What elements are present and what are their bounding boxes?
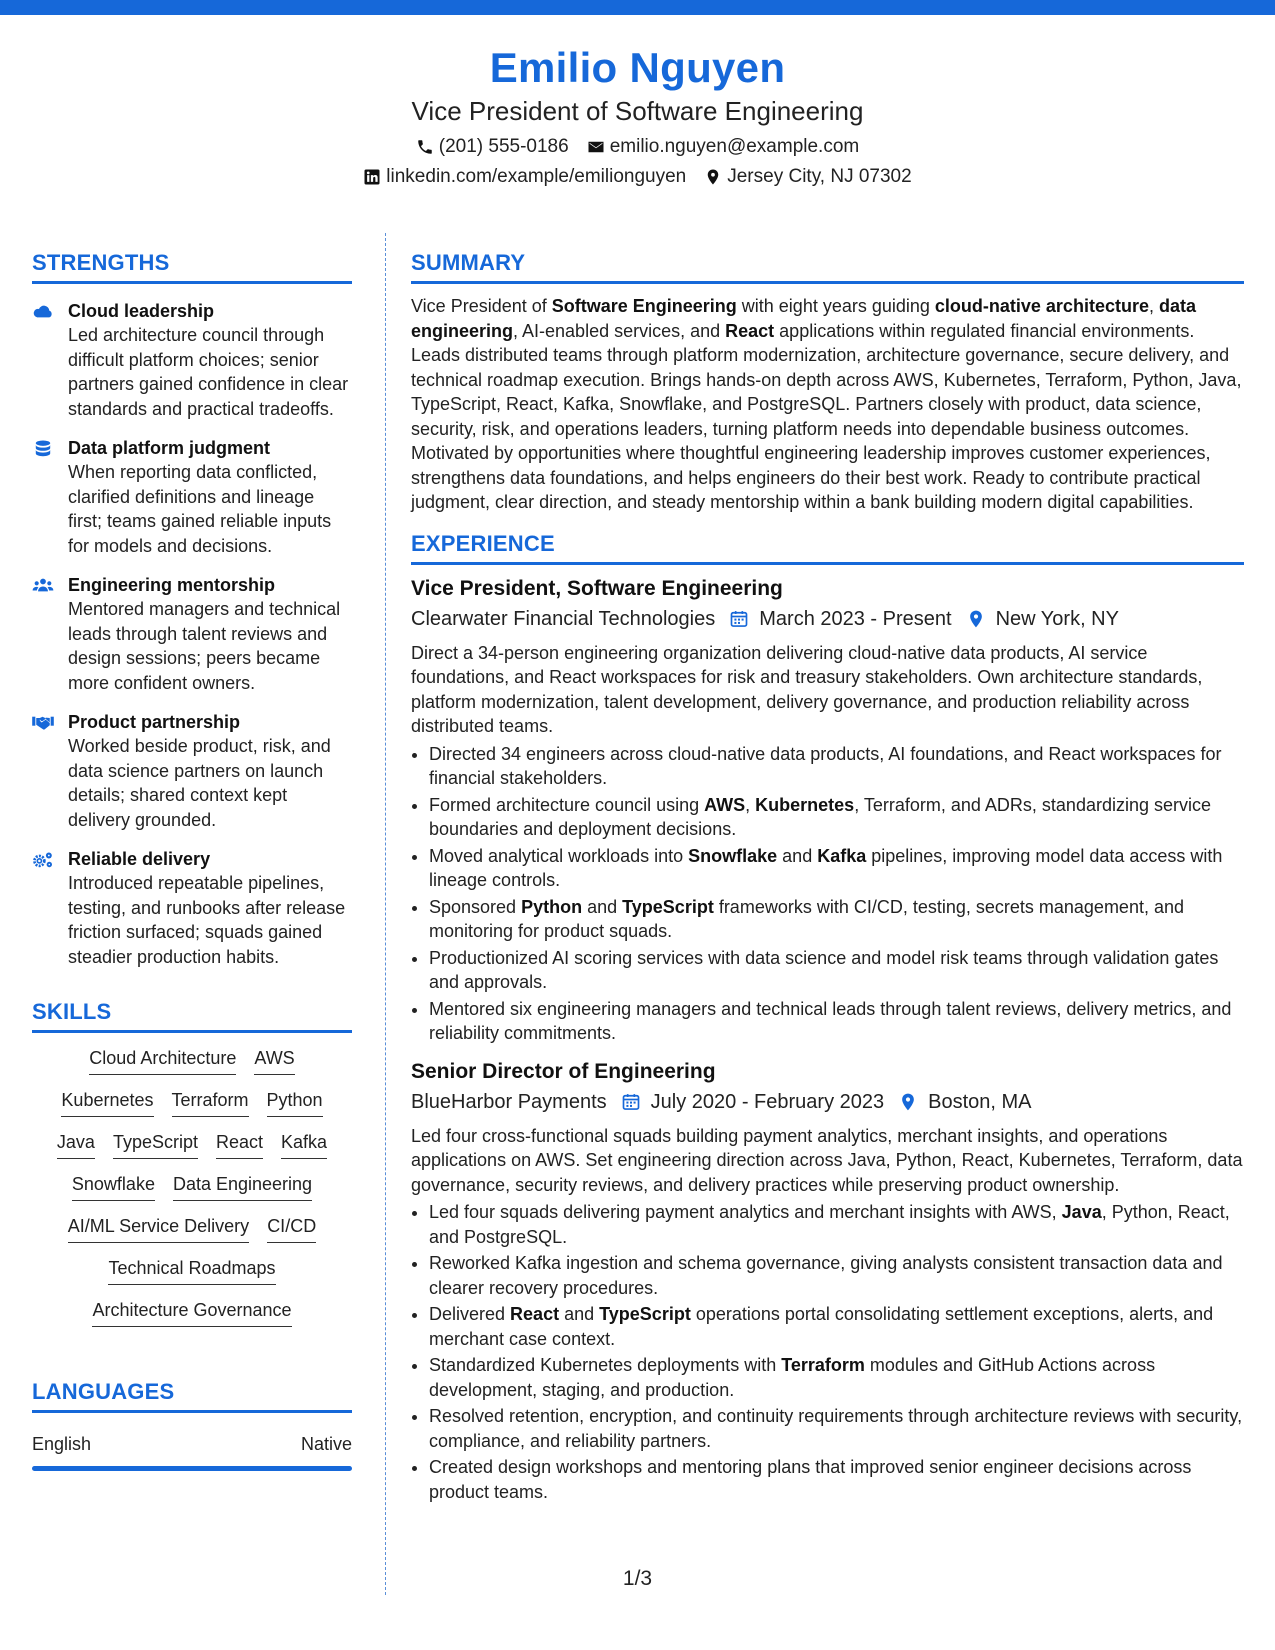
page-number: 1/3 bbox=[622, 1567, 653, 1590]
section-rule bbox=[32, 1030, 352, 1033]
skill-tag: TypeScript bbox=[113, 1129, 198, 1159]
job-bullets bbox=[411, 742, 1244, 1046]
resume-header bbox=[0, 42, 1275, 192]
email-text: emilio.nguyen@example.com bbox=[609, 136, 860, 157]
top-accent-bar bbox=[0, 0, 1275, 15]
candidate-name: Emilio Nguyen bbox=[489, 44, 786, 91]
job-dates: July 2020 - February 2023 bbox=[650, 1090, 885, 1113]
section-rule bbox=[411, 562, 1244, 565]
column-divider bbox=[385, 233, 386, 1595]
contact-row-1 bbox=[0, 132, 1275, 162]
phone-icon bbox=[416, 138, 434, 156]
skill-tag: AWS bbox=[254, 1045, 294, 1075]
job-bullets bbox=[411, 1200, 1244, 1504]
skill-tag: Kubernetes bbox=[61, 1087, 153, 1117]
strength-item bbox=[32, 573, 352, 695]
job-meta bbox=[411, 1088, 1244, 1116]
strength-item bbox=[32, 710, 352, 832]
map-pin-icon bbox=[966, 609, 986, 629]
skill-row bbox=[61, 1087, 322, 1117]
skill-row bbox=[72, 1171, 312, 1201]
skill-tag: Java bbox=[57, 1129, 95, 1159]
linkedin-text: linkedin.com/example/emilionguyen bbox=[386, 166, 687, 187]
left-column bbox=[32, 248, 352, 1471]
email-contact[interactable] bbox=[587, 132, 860, 162]
skill-row bbox=[68, 1213, 316, 1243]
job-entry bbox=[411, 575, 1244, 1046]
language-level-bar bbox=[32, 1466, 352, 1471]
bullet-item: • Delivered React and TypeScript operations portal consolidating settlement exceptions, alerts, and merchant case context. bbox=[429, 1302, 1244, 1351]
job-title: Senior Director of Engineering bbox=[411, 1059, 716, 1083]
envelope-icon bbox=[587, 138, 605, 156]
summary-heading: SUMMARY bbox=[411, 250, 526, 275]
strength-title: Product partnership bbox=[68, 712, 241, 732]
calendar-icon bbox=[621, 1092, 641, 1112]
skills-list bbox=[32, 1045, 352, 1339]
experience-heading: EXPERIENCE bbox=[411, 530, 555, 556]
skill-row bbox=[108, 1255, 275, 1285]
strength-desc: Introduced repeatable pipelines, testing, and runbooks after release friction surfaced; squads gained steadier production habits. bbox=[68, 873, 346, 967]
handshake-icon bbox=[32, 714, 54, 732]
location-text: Jersey City, NJ 07302 bbox=[727, 166, 912, 187]
skill-tag: Snowflake bbox=[72, 1171, 155, 1201]
skill-tag: AI/ML Service Delivery bbox=[68, 1213, 249, 1243]
contact-row-2 bbox=[0, 162, 1275, 192]
job-location: Boston, MA bbox=[928, 1090, 1032, 1113]
skill-row bbox=[89, 1045, 294, 1075]
skill-tag: Python bbox=[267, 1087, 323, 1117]
bullet-item: • Reworked Kafka ingestion and schema governance, giving analysts consistent transaction data and clearer recovery procedures. bbox=[429, 1251, 1244, 1300]
strength-item bbox=[32, 436, 352, 558]
strength-item bbox=[32, 299, 352, 421]
bullet-item: • Created design workshops and mentoring plans that improved senior engineer decisions across product teams. bbox=[429, 1455, 1244, 1504]
linkedin-contact[interactable] bbox=[363, 162, 686, 192]
job-title: Vice President, Software Engineering bbox=[411, 576, 783, 600]
calendar-icon bbox=[729, 609, 749, 629]
section-rule bbox=[32, 281, 352, 284]
strength-title: Engineering mentorship bbox=[68, 575, 276, 595]
job-entry bbox=[411, 1058, 1244, 1505]
bullet-item: • Led four squads delivering payment analytics and merchant insights with AWS, Java, Python, React, and PostgreSQL. bbox=[429, 1200, 1244, 1249]
section-rule bbox=[32, 1410, 352, 1413]
skill-tag: Technical Roadmaps bbox=[108, 1255, 275, 1285]
skill-tag: React bbox=[216, 1129, 263, 1159]
skill-tag: Terraform bbox=[172, 1087, 249, 1117]
strength-item bbox=[32, 847, 352, 969]
strength-desc: Worked beside product, risk, and data science partners on launch details; shared context kept delivery grounded. bbox=[68, 736, 331, 830]
bullet-item: • Formed architecture council using AWS, Kubernetes, Terraform, and ADRs, standardizing service boundaries and deployment decisions. bbox=[429, 793, 1244, 842]
strengths-heading: STRENGTHS bbox=[32, 250, 170, 275]
job-description: Direct a 34-person engineering organization delivering cloud-native data products, AI service foundations, and React workspaces for risk and treasury stakeholders. Own architecture standards, platform modernization, talent development, delivery governance, and production reliability across distributed teams. bbox=[411, 642, 1203, 736]
skills-heading: SKILLS bbox=[32, 999, 112, 1024]
summary-text: Vice President of Software Engineering with eight years guiding cloud-native architecture, data engineering, AI-enabled services, and React applications within regulated financial environments. Leads distributed teams through platform modernization, architecture governance, secure delivery, and technical roadmap execution. Brings hands-on depth across AWS, Kubernetes, Terraform, Python, Java, TypeScript, React, Kafka, Snowflake, and PostgreSQL. Partners closely with product, data science, security, risk, and operations leaders, turning platform needs into dependable business outcomes. Motivated by opportunities where thoughtful engineering leadership improves customer experiences, strengthens data foundations, and helps engineers do their best work. Ready to contribute practical judgment, clear direction, and steady mentorship within a bank building modern digital capabilities. bbox=[411, 296, 1242, 512]
bullet-item: • Standardized Kubernetes deployments with Terraform modules and GitHub Actions across development, staging, and production. bbox=[429, 1353, 1244, 1402]
skill-row bbox=[57, 1129, 327, 1159]
database-icon bbox=[32, 440, 54, 458]
phone-contact[interactable] bbox=[416, 132, 569, 162]
bullet-item: • Moved analytical workloads into Snowflake and Kafka pipelines, improving model data access with lineage controls. bbox=[429, 844, 1244, 893]
job-dates: March 2023 - Present bbox=[759, 607, 952, 630]
skill-tag: Kafka bbox=[281, 1129, 327, 1159]
languages-heading: LANGUAGES bbox=[32, 1379, 175, 1404]
company-name: Clearwater Financial Technologies bbox=[411, 607, 716, 630]
strength-desc: When reporting data conflicted, clarified definitions and lineage first; teams gained reliable inputs for models and decisions. bbox=[68, 462, 332, 556]
strength-title: Reliable delivery bbox=[68, 849, 211, 869]
candidate-title: Vice President of Software Engineering bbox=[411, 96, 864, 126]
skill-tag: CI/CD bbox=[267, 1213, 316, 1243]
phone-text: (201) 555-0186 bbox=[438, 136, 569, 157]
location-contact bbox=[704, 162, 911, 192]
strength-desc: Led architecture council through difficult platform choices; senior partners gained confidence in clear standards and practical tradeoffs. bbox=[68, 325, 349, 419]
job-description: Led four cross-functional squads building payment analytics, merchant insights, and operations applications on AWS. Set engineering direction across Java, Python, React, Kubernetes, Terraform, data governance, security reviews, and delivery practices while preserving product ownership. bbox=[411, 1125, 1243, 1195]
bullet-item: • Resolved retention, encryption, and continuity requirements through architecture reviews with security, compliance, and reliability partners. bbox=[429, 1404, 1244, 1453]
skill-tag: Cloud Architecture bbox=[89, 1045, 236, 1075]
bullet-item: • Sponsored Python and TypeScript frameworks with CI/CD, testing, secrets management, and monitoring for product squads. bbox=[429, 895, 1244, 944]
language-item bbox=[32, 1431, 352, 1457]
bullet-item: • Directed 34 engineers across cloud-native data products, AI foundations, and React workspaces for financial stakeholders. bbox=[429, 742, 1244, 791]
strength-title: Cloud leadership bbox=[68, 301, 215, 321]
section-rule bbox=[411, 281, 1244, 284]
users-icon bbox=[32, 577, 54, 595]
map-pin-icon bbox=[898, 1092, 918, 1112]
skill-tag: Data Engineering bbox=[173, 1171, 312, 1201]
job-location: New York, NY bbox=[995, 607, 1119, 630]
right-column bbox=[411, 248, 1244, 1506]
job-meta bbox=[411, 605, 1244, 633]
map-pin-icon bbox=[704, 168, 722, 186]
bullet-item: • Mentored six engineering managers and technical leads through talent reviews, delivery metrics, and reliability commitments. bbox=[429, 997, 1244, 1046]
cloud-icon bbox=[32, 303, 54, 321]
gears-icon bbox=[32, 851, 54, 869]
skill-row bbox=[92, 1297, 291, 1327]
linkedin-icon bbox=[363, 168, 381, 186]
skill-tag: Architecture Governance bbox=[92, 1297, 291, 1327]
strength-title: Data platform judgment bbox=[68, 438, 271, 458]
strength-desc: Mentored managers and technical leads through talent reviews and design sessions; peers became more confident owners. bbox=[68, 599, 341, 693]
language-level: Native bbox=[300, 1434, 352, 1454]
company-name: BlueHarbor Payments bbox=[411, 1090, 607, 1113]
language-name: English bbox=[32, 1434, 92, 1454]
bullet-item: • Productionized AI scoring services with data science and model risk teams through validation gates and approvals. bbox=[429, 946, 1244, 995]
